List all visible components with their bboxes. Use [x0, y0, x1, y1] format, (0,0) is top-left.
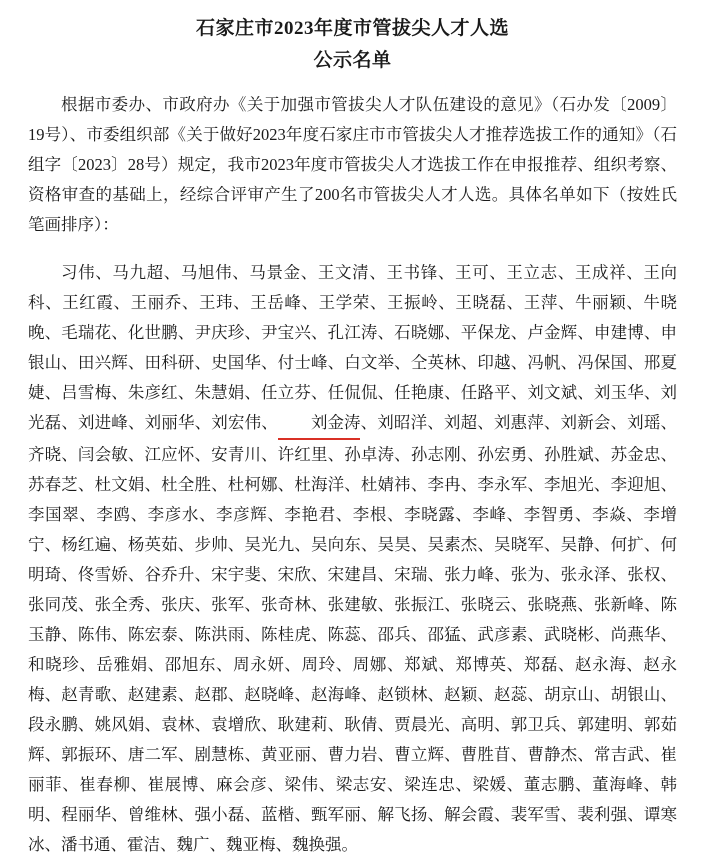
page-title-line-2: 公示名单	[313, 50, 392, 71]
intro-paragraph: 根据市委办、市政府办《关于加强市管拔尖人才队伍建设的意见》（石办发〔2009〕19号）、市委组织部《关于做好2023年度石家庄市市管拔尖人才推荐选拔工作的通知》（石组字〔2023〕28号）规定，我市2023年度市管拔尖人才选拔工作在申报推荐、组织考察、资格审查的基础上，经综合评审产生了200名市管拔尖人才人选。具体名单如下（按姓氏笔画排序）：	[28, 95, 677, 234]
names-part-1: 习伟、马九超、马旭伟、马景金、王文清、王书锋、王可、王立志、王成祥、王向科、王红霞、王丽乔、王玮、王岳峰、王学荣、王振岭、王晓磊、王萍、牛丽颖、牛晓晚、毛瑞花、化世鹏、尹庆珍、尹宝兴、孔江涛、石晓娜、平保龙、卢金辉、申建博、申银山、田兴辉、田科研、史国华、付士峰、白文举、仝英林、印越、冯帆、冯保国、邢夏婕、吕雪梅、朱彦红、朱慧娟、任立芬、任侃侃、任艳康、任路平、刘文斌、刘玉华、刘光磊、刘进峰、刘丽华、刘宏伟、	[28, 263, 677, 432]
names-list-block	[28, 258, 677, 860]
names-part-2: 、刘昭洋、刘超、刘惠萍、刘新会、刘瑶、齐晓、闫会敏、江应怀、安青川、许红里、孙卓涛、孙志刚、孙宏勇、孙胜斌、苏金忠、苏春芝、杜文娟、杜全胜、杜柯娜、杜海洋、杜婧祎、李冉、李永军、李旭光、李迎旭、李国翠、李鸥、李彦水、李彦辉、李艳君、李根、李晓露、李峰、李智勇、李焱、李增宁、杨红遍、杨英茹、步帅、吴光九、吴向东、吴昊、吴素杰、吴晓军、吴静、何扩、何明琦、佟雪娇、谷乔升、宋宇斐、宋欣、宋建昌、宋瑞、张力峰、张为、张永泽、张权、张同茂、张全秀、张庆、张军、张奇林、张建敏、张振江、张晓云、张晓燕、张新峰、陈玉静、陈伟、陈宏泰、陈洪雨、陈桂虎、陈蕊、邵兵、邵猛、武彦素、武晓彬、尚燕华、和晓珍、岳雅娟、邵旭东、周永妍、周玲、周娜、郑斌、郑博英、郑磊、赵永海、赵永梅、赵青歌、赵建素、赵郡、赵晓峰、赵海峰、赵锁林、赵颖、赵蕊、胡京山、胡银山、段永鹏、姚风娟、袁林、袁增欣、耿建莉、耿倩、贾晨光、高明、郭卫兵、郭建明、郭茹辉、郭振环、唐二军、剧慧栋、黄亚丽、曹力岩、曹立辉、曹胜苜、曹静杰、常吉武、崔丽菲、崔春柳、崔展博、麻会彦、梁伟、梁志安、梁连忠、梁媛、董志鹏、董海峰、韩明、程丽华、曾维林、强小磊、蓝楷、甄军丽、解飞扬、解会霞、裴军雪、裴利强、谭寒冰、潘书通、霍洁、魏广、魏亚梅、魏换强。	[28, 413, 678, 854]
document-title-block	[28, 14, 677, 76]
highlighted-name: 刘金涛	[278, 408, 361, 440]
page-title-line-1: 石家庄市2023年度市管拔尖人才人选	[195, 18, 509, 39]
